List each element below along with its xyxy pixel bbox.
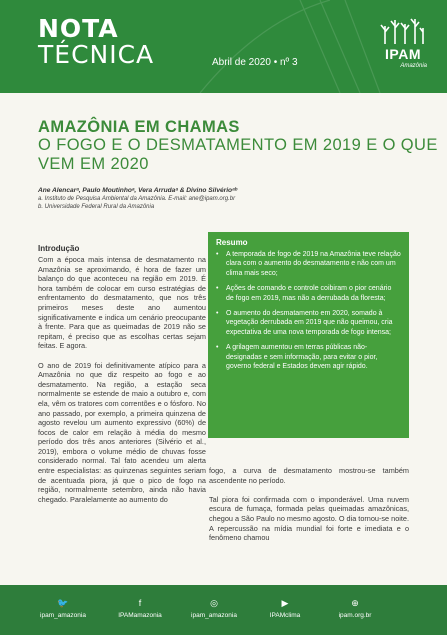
main-title: AMAZÔNIA EM CHAMAS — [38, 118, 240, 136]
footer-twitter-link[interactable] — [23, 597, 103, 619]
ipam-logo — [379, 16, 427, 76]
trees-icon — [379, 16, 427, 46]
web-icon: ⊕ — [351, 598, 359, 608]
twitter-icon: 🐦 — [57, 598, 69, 608]
resumo-item — [213, 284, 401, 303]
intro-column — [38, 244, 206, 514]
footer-facebook-link[interactable] — [100, 597, 180, 619]
resumo-list — [213, 250, 409, 377]
header-line2: TÉCNICA — [38, 40, 155, 69]
authors: Ane Alencarᵃ, Paulo Moutinhoᵃ, Vera Arrudaᵃ & Divino Silvérioᵃᵇ — [38, 187, 238, 194]
intro-heading: Introdução — [38, 244, 80, 253]
footer-label: IPAMamazonia — [118, 612, 162, 619]
intro-paragraph-1: Com a época mais intensa de desmatamento na Amazônia se aproximando, é hora de fazer um balanço do que aconteceu na região em 2019. É hora também de colocar em curso estratégias de enfrentamento do desmatamento, que nos três primeiros meses deste ano aumentou significativamente e indica um cenário preocupante à frente. Para que as queimadas de 2019 não se repitam, é preciso que as escolhas certas sejam feitas. E agora. — [38, 255, 206, 351]
issue-date: Abril de 2020 • nº 3 — [212, 57, 298, 68]
resumo-item-text: Ações de comando e controle coibiram o pior cenário de fogo em 2019, mas não a derrubada da floresta; — [226, 285, 392, 302]
instagram-icon: ◎ — [210, 598, 218, 608]
youtube-icon: ▶ — [281, 598, 289, 608]
column2-paragraph-1: fogo, a curva de desmatamento mostrou-se também ascendente no período. — [209, 466, 409, 485]
subtitle: O FOGO E O DESMATAMENTO EM 2019 E O QUE VEM EM 2020 — [38, 136, 438, 173]
resumo-title: Resumo — [216, 238, 248, 247]
bullet-icon: • — [216, 285, 219, 293]
header-banner — [0, 0, 447, 93]
bullet-icon: • — [216, 310, 219, 318]
affiliation-b: b. Universidade Federal Rural da Amazônia — [38, 204, 155, 210]
resumo-item — [213, 309, 401, 337]
footer-website-link[interactable] — [315, 597, 395, 619]
bullet-icon: • — [216, 251, 219, 258]
affiliation-a: a. Instituto de Pesquisa Ambiental da Amazônia. E-mail: ane@ipam.org.br — [38, 196, 236, 202]
logo-text: IPAM — [385, 46, 421, 62]
resumo-item-text: A temporada de fogo de 2019 na Amazônia teve relação clara com o aumento do desmatamento e não com um clima mais seco; — [226, 251, 401, 277]
resumo-item-text: A grilagem aumentou em terras públicas não-designadas e sem informação, para evitar o pior, governo federal e Estados devem agir rápido. — [226, 344, 378, 371]
footer-label: IPAMclima — [269, 612, 301, 619]
logo-subtitle: Amazônia — [400, 63, 427, 69]
footer-label: ipam_amazonia — [191, 612, 237, 619]
second-column — [209, 466, 409, 552]
resumo-box — [208, 232, 409, 438]
footer-instagram-link[interactable] — [174, 597, 254, 619]
footer-social-bar — [0, 585, 447, 635]
column2-paragraph-2: Tal piora foi confirmada com o imponderável. Uma nuvem escura de fumaça, formada pelas queimadas amazônicas, chegou a São Paulo no mesmo agosto. O dia tornou-se noite. A repercussão na mídia mundial foi forte e imediata e o fenômeno chamou — [209, 494, 409, 543]
footer-label: ipam_amazonia — [40, 612, 86, 619]
resumo-item — [213, 250, 401, 278]
resumo-item-text: O aumento do desmatamento em 2020, somado à vegetação derrubada em 2019 que não queimou, cria expectativa de uma nova temporada de fogo intensa; — [226, 310, 393, 336]
footer-label: ipam.org.br — [338, 612, 372, 619]
bullet-icon: • — [216, 344, 219, 352]
resumo-item — [213, 343, 401, 371]
header-line1: NOTA — [38, 14, 119, 43]
facebook-icon: f — [138, 598, 142, 608]
footer-youtube-link[interactable] — [245, 597, 325, 619]
intro-paragraph-2: O ano de 2019 foi definitivamente atípico para a Amazônia no que diz respeito ao fogo e ao desmatamento. Na região, a estação seca normalmente se estende de maio a outubro e, com ela, vêm os tratores com correntões e o fósforo. No ano passado, por exemplo, a primeira quinzena de agosto revelou um aumento expressivo (60%) de focos de calor em relação à média do mesmo período dos três anos anteriores (Silvério et al., 2019), embora o volume médio de chuvas fosse considerado normal. Tal fato acendeu um alerta entre especialistas: as quinzenas seguintes seriam de acentuada piora, já que o pico de fogo na região, normalmente setembro, ainda não havia chegado. Paralelamente ao aumento do — [38, 360, 206, 504]
